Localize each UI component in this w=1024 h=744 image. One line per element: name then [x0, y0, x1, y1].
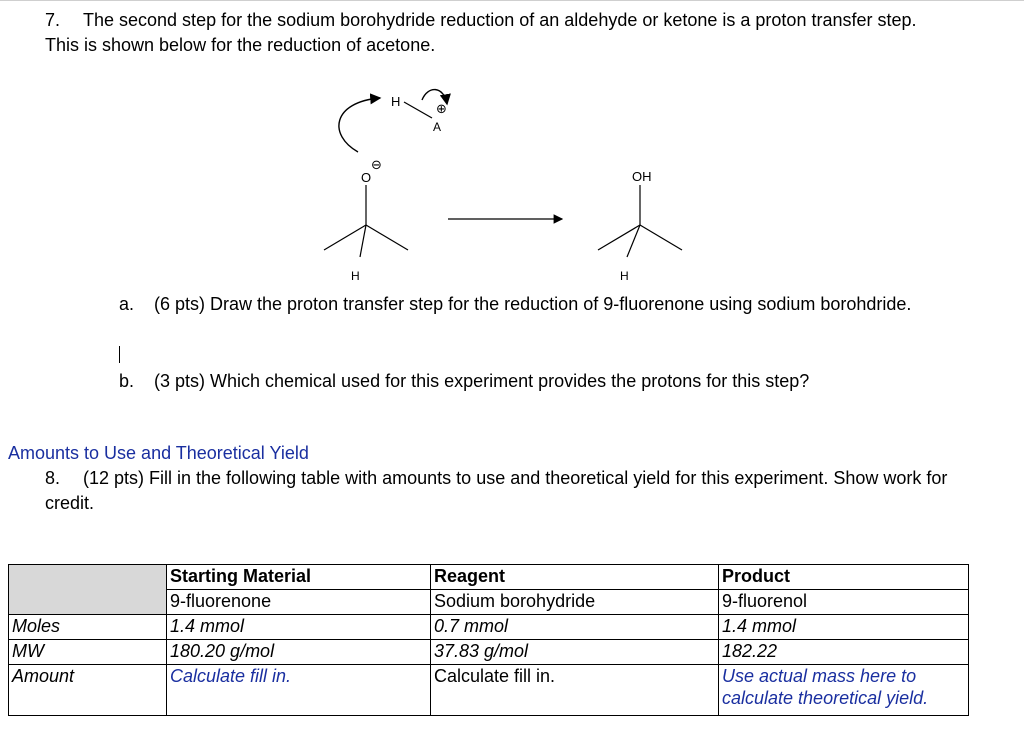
- part-a-label: a.: [119, 294, 135, 314]
- question-7-number: 7.: [45, 10, 61, 30]
- h-a-bond: [404, 102, 432, 118]
- table-row: [9, 640, 969, 665]
- acetone-proton-transfer-scheme: [300, 80, 720, 285]
- amount-reagent[interactable]: Calculate fill in.: [431, 665, 719, 716]
- curved-arrow-o-to-h: [339, 98, 380, 152]
- part-a: [119, 292, 939, 317]
- part-a-text: (6 pts) Draw the proton transfer step for the reduction of 9-fluorenone using sodium borohdride.: [154, 294, 912, 314]
- table-corner-cell: [9, 565, 167, 615]
- question-8-text: (12 pts) Fill in the following table with amounts to use and theoretical yield for this experiment. Show work for credit.: [45, 468, 948, 513]
- compound-product: 9-fluorenol: [719, 590, 969, 615]
- mw-reagent[interactable]: 37.83 g/mol: [431, 640, 719, 665]
- header-starting-material: Starting Material: [167, 565, 431, 590]
- plus-charge: ⊕: [436, 101, 447, 116]
- right-h-label: H: [620, 269, 629, 283]
- part-b-text: (3 pts) Which chemical used for this experiment provides the protons for this step?: [154, 371, 810, 391]
- left-methyl-bond-1: [324, 225, 366, 250]
- row-label-amount: Amount: [9, 665, 167, 716]
- right-oh-label: OH: [632, 169, 652, 184]
- left-h-label: H: [351, 269, 360, 283]
- text-cursor[interactable]: [119, 346, 120, 363]
- amount-starting-material[interactable]: Calculate fill in.: [167, 665, 431, 716]
- row-label-moles: Moles: [9, 615, 167, 640]
- table-row: [9, 565, 969, 590]
- header-product: Product: [719, 565, 969, 590]
- mw-product[interactable]: 182.22: [719, 640, 969, 665]
- acid-a-label: A: [433, 120, 442, 134]
- header-reagent: Reagent: [431, 565, 719, 590]
- acid-h-label: H: [391, 94, 401, 109]
- right-methyl-bond-2: [640, 225, 682, 250]
- mw-starting-material[interactable]: 180.20 g/mol: [167, 640, 431, 665]
- part-b: [119, 369, 809, 394]
- amount-product[interactable]: Use actual mass here to calculate theoretical yield.: [719, 665, 969, 716]
- row-label-mw: MW: [9, 640, 167, 665]
- amounts-table: [8, 564, 969, 716]
- moles-starting-material[interactable]: 1.4 mmol: [167, 615, 431, 640]
- part-b-label: b.: [119, 371, 135, 391]
- compound-starting-material: 9-fluorenone: [167, 590, 431, 615]
- minus-charge: ⊖: [371, 157, 382, 172]
- top-divider: [0, 0, 1024, 1]
- left-c-h-bond: [360, 225, 366, 257]
- compound-reagent: Sodium borohydride: [431, 590, 719, 615]
- moles-product[interactable]: 1.4 mmol: [719, 615, 969, 640]
- question-7: [45, 8, 945, 58]
- right-methyl-bond-1: [598, 225, 640, 250]
- section-heading: Amounts to Use and Theoretical Yield: [8, 443, 309, 463]
- question-8-number: 8.: [45, 468, 61, 488]
- question-7-text: The second step for the sodium borohydride reduction of an aldehyde or ketone is a proton transfer step. This is shown below for the reduction of acetone.: [45, 10, 917, 55]
- table-row: [9, 665, 969, 716]
- left-o-label: O: [361, 170, 372, 185]
- left-methyl-bond-2: [366, 225, 408, 250]
- moles-reagent[interactable]: 0.7 mmol: [431, 615, 719, 640]
- right-c-h-bond: [627, 225, 640, 257]
- table-row: [9, 615, 969, 640]
- question-8: [45, 466, 965, 516]
